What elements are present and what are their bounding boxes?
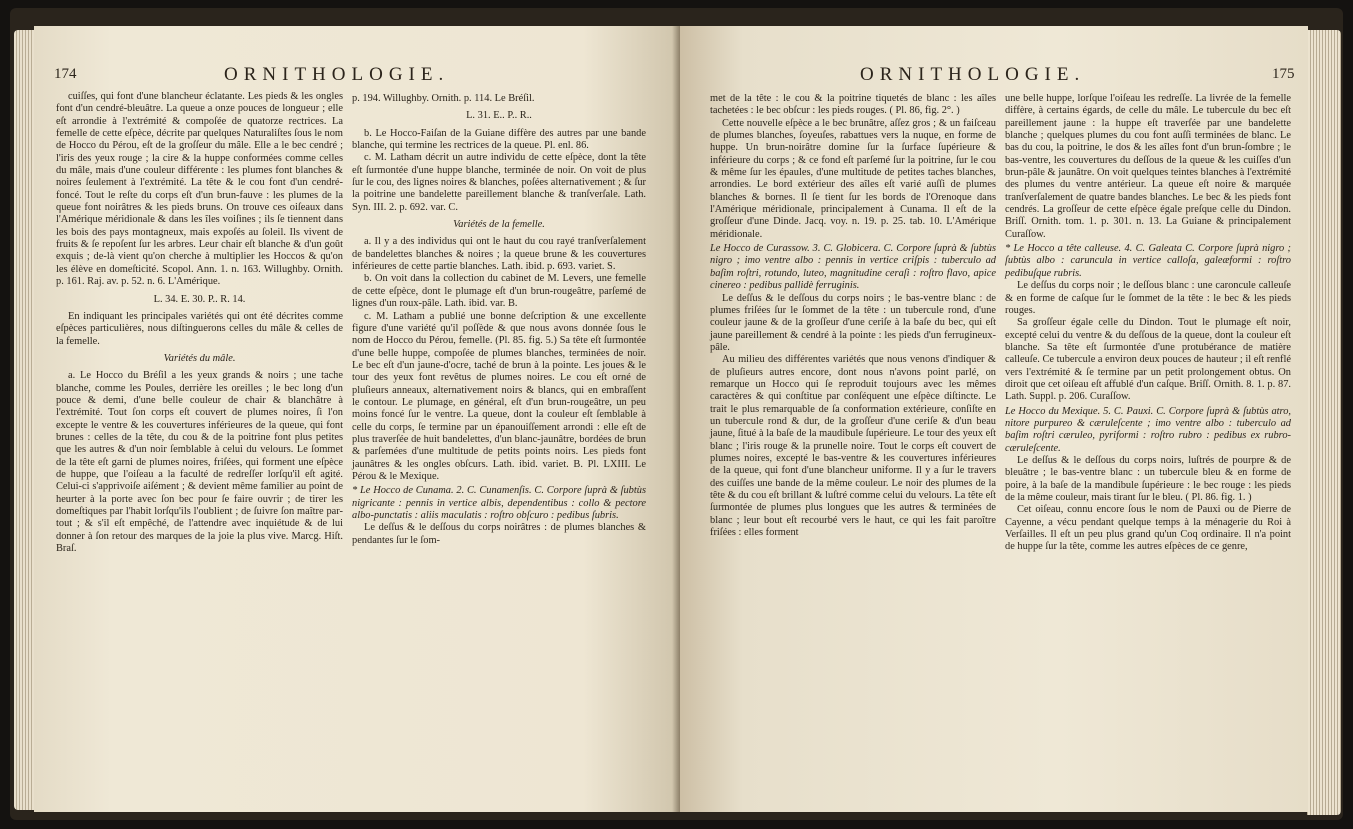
- paragraph: a. Le Hocco du Bréſil a les yeux grands & noirs ; une tache blanche, comme les Poules, derrière les oreilles ; le bec long d'un pouce & demi, d'une belle couleur de chair & blanchâtre à l'extrémité. Tout ſon corps eſt couvert de plumes noires, ſi l'on excepte le ventre & les couvertures inférieures de la queue, qui font brunes : celles de la tête, du cou & de la poitrine font plus petites que les autres & d'un noir ſemblable à celui du velours. Le ſommet de la tête eſt garni de plumes noires, friſées, qui forment une eſpèce de huppe, que l'oiſeau a la faculté de redreſſer lorſqu'il eſt agité. Celui-ci s'apprivoiſe aiſément ; & devient même familier au point de heurter à la porte avec ſon bec pour ſe faire ouvrir ; de tirer les domeſtiques par l'habit lorſqu'ils l'oublient ; de ſuivre ſon maître par-tout ; & s'il eſt empêché, de l'attendre avec inquiétude & de lui donner à ſon retour des marques de la joie la plus vive. Marcg. Hiſt. Braſ.: [56, 370, 343, 555]
- paragraph: c. M. Latham a publié une bonne deſcription & une excellente figure d'une variété qu'il poſſède & que nous avons donnée ſous le nom de Hocco du Pérou, femelle. (Pl. 85. fig. 5.) Sa tête eſt ſurmontée d'une belle huppe, compoſée de plumes blanches, terminées de noir. Le bec eſt d'un jaune-d'ocre, taché de brun à la pointe. Les joues & le tour des yeux font revêtus de plumes noires. Le cou eſt orné de pluſieurs anneaux, alternativement noirs & blancs, qui en embraſſent le contour. Le plumage, en général, eſt d'un brun-rougeâtre, un peu moins foncé ſur le ventre. La queue, dont la couleur eſt ſemblable à celle du corps, ſe termine par un épanouiſſement arrondi : elle eſt de plus traverſée de huit bandelettes, d'un blanc-jaunâtre, bordées de brun & parſemées d'une multitude de petits points noirs. Les pieds font jaunâtres & les ongles obſcurs. Lath. ibid. variet. B. Pl. LXIII. Le Pérou & le Mexique.: [352, 310, 646, 482]
- paragraph: met de la tête : le cou & la poitrine tiquetés de blanc : les aîles tachetées : le bec obſcur : les pieds rouges. ( Pl. 86, fig. 2°. ): [710, 93, 996, 117]
- paragraph: Cet oiſeau, connu encore ſous le nom de Pauxi ou de Pierre de Cayenne, a vécu pendant quelque temps à la ménagerie du Roi à Verſailles. Il eſt un peu plus grand qu'un Coq ordinaire. Il n'a point de huppe ſur la tête, comme les autres eſpèces de ce genre,: [1005, 504, 1291, 553]
- reference-line: p. 194. Willughby. Ornith. p. 114. Le Bréſil.: [352, 93, 535, 104]
- left-page: [34, 26, 680, 812]
- left-column-1: [56, 91, 343, 555]
- right-running-head: ORNITHOLOGIE.: [860, 64, 1086, 85]
- left-column-2: [352, 91, 646, 547]
- species-entry: * Le Hocco de Cunama. 2. C. Cunamenſis. C. Corpore ſuprà & ſubtùs nigricante : pennis in vertice albis, dependentibus : collo & pectore albo-punctatis : aliis maculatis : roſtro obſcuro : pedibus ſubris.: [352, 485, 646, 521]
- section-heading: Variétés du mâle.: [163, 352, 236, 364]
- species-entry: * Le Hocco a tête calleuse. 4. C. Galeata C. Corpore ſuprà nigro ; ſubtùs albo : caruncula in vertice calloſa, galeæformi : roſtro pedibuſque rubris.: [1005, 243, 1291, 279]
- paragraph: Le deſſus & le deſſous du corps noirs, luſtrés de pourpre & de bleuâtre ; le bas-ventre blanc : un tubercule bleu & en forme de poire, à la baſe de la mandibule ſupérieure : le bec rouge : les pieds de la même couleur, mais tirant ſur le bleu. ( Pl. 86. fig. 1. ): [1005, 454, 1291, 503]
- left-running-head: ORNITHOLOGIE.: [224, 64, 450, 85]
- paragraph: b. Le Hocco-Faiſan de la Guiane diffère des autres par une bande blanche, qui termine les rectrices de la queue. Pl. enl. 86.: [352, 127, 646, 152]
- paragraph: une belle huppe, lorſque l'oiſeau les redreſſe. La livrée de la femelle diffère, à certains égards, de celle du mâle. Le tubercule du bec eſt pareillement jaune : la huppe eſt traverſée par une bandelette blanche ; quelques plumes du cou font auſſi terminées de blanc. Le bas du cou, la poitrine, le dos & les aîles font d'un brun-ſombre ; le bas-ventre, les couvertures du deſſous de la queue & les cuiſſes d'un brun-pâle & jaunâtre. On voit quelques teintes blanches à l'extrémité des plumes du ventre antérieur. La queue eſt noire & marquée tranſverſalement de quatre bandes blanches. Le bec & les pieds font cendrés. La groſſeur de cette eſpèce égale preſque celle du Dindon. Briſſ. Ornith. tom. 1. p. 301. n. 13. La Guiane & principalement Curaſſow.: [1005, 93, 1291, 240]
- right-page-edges: [1307, 30, 1341, 815]
- measurement-line: L. 31. E.. P.. R..: [466, 110, 532, 122]
- right-page: [680, 26, 1308, 812]
- paragraph: Sa groſſeur égale celle du Dindon. Tout le plumage eſt noir, excepté celui du ventre & du deſſous de la queue, dont la couleur eſt blanche. Sa tête eſt ſurmontée d'une protubérance de matière calleuſe. Ce tubercule a environ deux pouces de hauteur ; il eſt renflé vers l'extrémité & ſe termine par un petit prolongement obtus. On diroit que cet oiſeau eſt affublé d'un caſque. Briſſ. Ornith. 8. 1. p. 87. Lath. Suppl. p. 206. Curaſſow.: [1005, 317, 1291, 403]
- paragraph: Au milieu des différentes variétés que nous venons d'indiquer & de pluſieurs autres encore, dont nous n'avons point parlé, on remarque un Hocco qui ſe reproduit toujours avec les mêmes caractères & qui conſtitue par conſéquent une eſpèce diſtincte. Le trait le plus remarquable de ſa conformation extérieure, conſiſte en un tubercule rond & dur, de la groſſeur d'une ceriſe & d'un beau jaune, ſitué à la baſe de la maudibule ſupérieure. Le tour des yeux eſt blanc ; l'iris rouge & la prunelle noire. Tout le corps eſt couvert de plumes noires, excepté le bas-ventre & les couvertures inférieures de la queue, qui font d'une blancheur uniforme. Il y a ſur le travers des cuiſſes une bande de la même couleur. Le noir des plumes de la tête & du cou eſt brillant & luſtré comme celui du velours. La tête eſt ſurmontée de plumes plus longues que les autres & terminées de blanc ; leur bout eſt recourbé vers le haut, ce qui les fait paroître friſées : elles forment: [710, 354, 996, 539]
- paragraph: Le deſſus & le deſſous du corps noirâtres : de plumes blanches & pendantes ſur le ſom-: [352, 522, 646, 546]
- left-page-edges: [14, 30, 36, 810]
- measurement-line: L. 34. E. 30. P.. R. 14.: [153, 293, 246, 305]
- right-column-1: [710, 91, 996, 539]
- paragraph: Cette nouvelle eſpèce a le bec brunâtre, aſſez gros ; & un faiſceau de plumes blanches, ſoyeuſes, rabattues vers la nuque, en forme de huppe. Un brun-noirâtre domine ſur la ſurface ſupérieure & inférieure du corps ; & ce fond eſt parſemé ſur la poitrine, ſur le cou & même ſur les épaules, d'une multitude de petites taches blanches, arrondies. Le bord extérieur des aîles eſt varié auſſi de plumes blanches & bornes. Il ſe tient ſur les bords de l'Orenoque dans l'Amérique méridionale, principalement à Cunama. Il eſt de la groſſeur d'une Dinde. Jacq. voy. n. 19. p. 25. tab. 10. L'Amérique méridionale.: [710, 117, 996, 240]
- paragraph: cuiſſes, qui font d'une blancheur éclatante. Les pieds & les ongles font d'un cendré-bleuâtre. La queue a onze pouces de longueur ; elle eſt arrondie à l'extrémité & compoſée de quatorze rectrices. La femelle de cette eſpèce, décrite par quelques Naturaliſtes ſous le nom de Hocco du Pérou, eſt de la groſſeur du mâle. Elle a le bec cendré ; l'iris des yeux rouge ; la cire & la huppe conformées comme celles du mâle, mais d'une couleur différente : les plumes font blanches & noires ſeulement à l'extrémité. La tête & le cou font d'un cendré-foncé. Tout le reſte du corps eſt d'un brun-fauve : les plumes de la queue font noirâtres & les pieds bruns. On trouve ces oiſeaux dans l'Amérique méridionale & dans les îles voiſines ; ils ſe tiennent dans les bois des pays montagneux, mais expoſés au ſoleil. Ils vivent de fruits & ſe repoſent ſur les arbres. Leur chair eſt blanche & d'un goût exquis ; de-là vient qu'on cherche à multiplier les Hoccos & qu'on les élève en domeſticité. Scopol. Ann. 1. n. 163. Willughby. Ornith. p. 161. Raj. av. p. 52. n. 6. L'Amérique.: [56, 91, 343, 288]
- left-page-number: 174: [54, 66, 77, 82]
- species-entry: Le Hocco de Curassow. 3. C. Globicera. C. Corpore ſuprà & ſubtùs nigro ; imo ventre albo : pennis in vertice criſpis : tuberculo ad baſim roſtri, rotundo, luteo, magnitudine ceraſi : roſtro flavo, apice cinereo : pedibus pallidè ferruginis.: [710, 243, 996, 292]
- right-column-2: [1005, 91, 1291, 554]
- paragraph: a. Il y a des individus qui ont le haut du cou rayé tranſverſalement de bandelettes blanches & noires ; la queue brune & les couvertures inférieures de cette partie blanches. Lath. ibid. p. 693. variet. S.: [352, 236, 646, 273]
- right-page-number: 175: [1272, 66, 1295, 82]
- paragraph: b. On voit dans la collection du cabinet de M. Levers, une femelle de cette eſpèce, dont le plumage eſt d'un brun-rougeâtre, parſemé de lignes d'un roux-pâle. Lath. ibid. var. B.: [352, 273, 646, 310]
- section-heading: Variétés de la femelle.: [453, 219, 545, 231]
- species-entry: Le Hocco du Mexique. 5. C. Pauxi. C. Corpore ſuprà & ſubtùs atro, nitore purpureo & cæruleſcente ; imo ventre albo : tuberculo ad baſim roſtri cæruleo, pyriformi : roſtro rubro : pedibus ex rubro-cæruleſcente.: [1005, 405, 1291, 454]
- paragraph: c. M. Latham décrit un autre individu de cette eſpèce, dont la tête eſt ſurmontée d'une huppe blanche, terminée de noir. On voit de plus ſur le cou, des lignes noires & blanches, poſées alternativement ; & ſur la poitrine une bandelette pareillement blanche & tranſverſale. Lath. Syn. III. 2. p. 692. var. C.: [352, 152, 646, 213]
- paragraph: Le deſſus & le deſſous du corps noirs ; le bas-ventre blanc : de plumes friſées ſur le ſommet de la tête : un tubercule rond, d'une couleur jaune & de la groſſeur d'une ceriſe à la baſe du bec, qui eſt jaune pareillement & cendré à la pointe : les pieds d'un ferrugineux-pâle.: [710, 292, 996, 353]
- paragraph: Le deſſus du corps noir ; le deſſous blanc : une caroncule calleuſe & en forme de caſque ſur le ſommet de la tête : le bec & les pieds rouges.: [1005, 280, 1291, 316]
- paragraph: En indiquant les principales variétés qui ont été décrites comme eſpèces particulières, nous diſtinguerons celles du mâle & celles de la femelle.: [56, 310, 343, 347]
